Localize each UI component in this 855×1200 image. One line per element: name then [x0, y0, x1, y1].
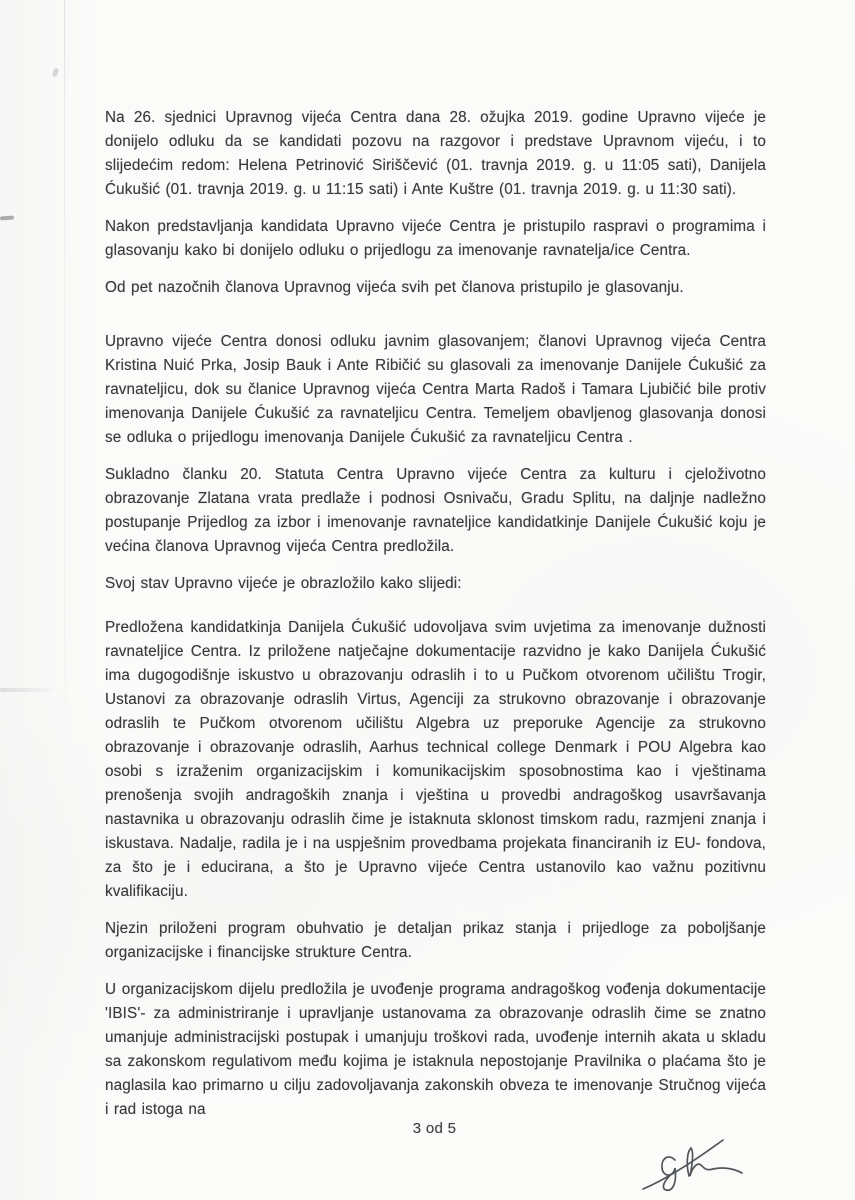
- signature-scribble: [634, 1132, 756, 1194]
- page-number: 3 od 5: [412, 1120, 457, 1137]
- paragraph-session-decision: Na 26. sjednici Upravnog vijeća Centra dana 28. ožujka 2019. godine Upravno vijeće je donijelo odluku da se kandidati pozovu na razgovor i predstave Upravnom vijeću, i to slijedećim redom: Helena Petrinović Siriščević (01. travnja 2019. g. u 11:05 sati), Danijela Ćukušić (01. travnja 2019. g. u 11:15 sati) i Ante Kuštre (01. travnja 2019. g. u 11:30 sati).: [105, 109, 766, 198]
- paragraph-voting-attendance: Od pet nazočnih članova Upravnog vijeća svih pet članova pristupilo je glasovanju.: [105, 279, 684, 296]
- paragraph-statute-proposal: Sukladno članku 20. Statuta Centra Upravno vijeće Centra za kulturu i cjeloživotno obrazovanje Zlatana vrata predlaže i podnosi Osnivaču, Gradu Splitu, na daljnje nadležno postupanje Prijedlog za izbor i imenovanje ravnateljice kandidatkinje Danijele Ćukušić koju je većina članova Upravnog vijeća Centra predložila.: [105, 466, 766, 555]
- scan-dash-artifact: [0, 216, 14, 220]
- scan-line-artifact: [64, 0, 65, 760]
- paragraph-explanation-intro: Svoj stav Upravno vijeće je obrazložilo kako slijedi:: [105, 575, 462, 592]
- paragraph-candidate-qualifications: Predložena kandidatkinja Danijela Ćukušić udovoljava svim uvjetima za imenovanje dužnosti ravnateljice Centra. Iz priložene natječajne dokumentacije razvidno je kako Danijela Ćukušić ima dugogodišnje iskustvo u obrazovanju odraslih i to u Pučkom otvorenom učilištu Trogir, Ustanovi za obrazovanje odraslih Virtus, Agenciji za strukovno obrazovanje i obrazovanje odraslih te Pučkom otvorenom učilištu Algebra uz preporuke Agencije za strukovno obrazovanje i obrazovanje odraslih, Aarhus technical college Denmark i POU Algebra kao osobi s izraženim organizacijskim i komunikacijskim sposobnostima kao i vještinama prenošenja svojih andragoških znanja i vještina u provedbi andragoškog usavršavanja nastavnika u obrazovanju odraslih čime je istaknuta sklonost timskom radu, razmjeni znanja i iskustava. Nadalje, radila je i na uspješnim provedbama projekata financiranih iz EU- fondova, za što je i educirana, a što je Upravno vijeće Centra ustanovilo kao važnu pozitivnu kvalifikaciju.: [105, 619, 766, 900]
- paragraph-organizational-plan: U organizacijskom dijelu predložila je uvođenje programa andragoškog vođenja dokumentacije 'IBIS'- za administriranje i upravljanje ustanovama za obrazovanje odraslih čime se znatno umanjuje administracijski postupak i umanjuju troškovi rada, uvođenje internih akata u skladu sa zakonskom regulativom među kojima je istaknula nepostojanje Pravilnika o plaćama što je naglasila kao primarno u cilju zadovoljavanja zakonskih obveza te imenovanje Stručnog vijeća i rad istoga na: [105, 981, 766, 1118]
- document-body: [105, 106, 766, 1135]
- paragraph-program-overview: Njezin priloženi program obuhvatio je detaljan prikaz stanja i prijedloge za poboljšanje organizacijske i financijske strukture Centra.: [105, 920, 766, 961]
- scan-smudge-artifact: [0, 688, 58, 692]
- paragraph-vote-result: Upravno vijeće Centra donosi odluku javnim glasovanjem; članovi Upravnog vijeća Centra Kristina Nuić Prka, Josip Bauk i Ante Ribičić su glasovali za imenovanje Danijele Ćukušić za ravnateljicu, dok su članice Upravnog vijeća Centra Marta Radoš i Tamara Ljubičić bile protiv imenovanja Danijele Ćukušić za ravnateljicu Centra. Temeljem obavljenog glasovanja donosi se odluka o prijedlogu imenovanja Danijele Ćukušić za ravnateljicu Centra .: [105, 333, 766, 446]
- scan-speck-artifact: [52, 67, 60, 77]
- paragraph-discussion: Nakon predstavljanja kandidata Upravno vijeće Centra je pristupilo raspravi o programima i glasovanju kako bi donijelo odluku o prijedlogu za imenovanje ravnatelja/ice Centra.: [105, 218, 766, 259]
